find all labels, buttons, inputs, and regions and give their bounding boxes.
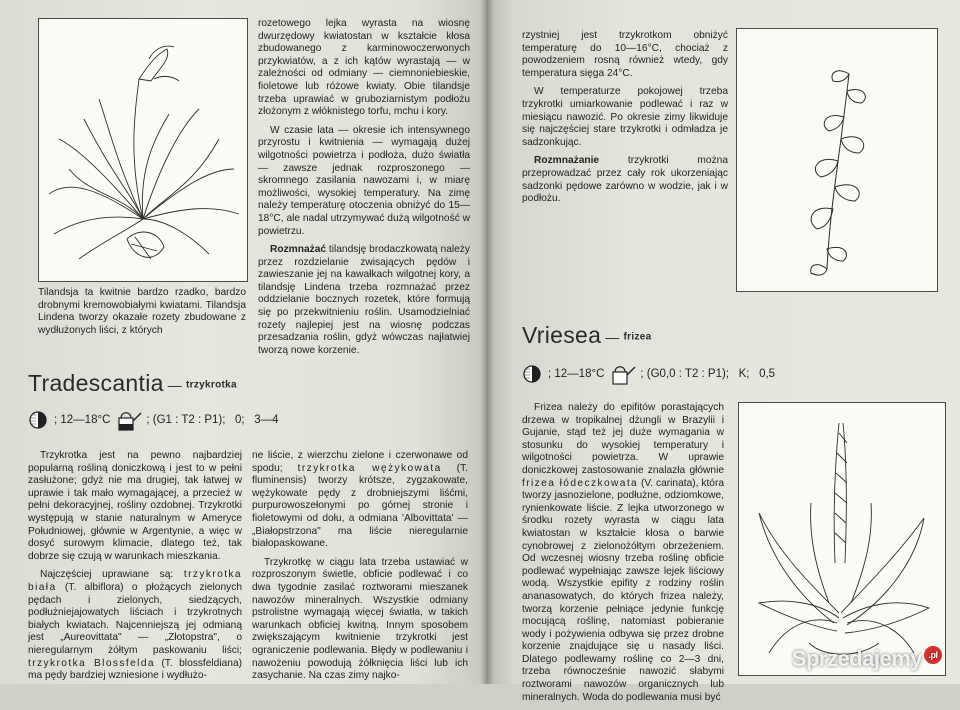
paragraph-text: (T. blossfeldiana) ma pędy bardziej wzniesione i wydłużo- xyxy=(28,657,242,682)
paragraph: Trzykrotka jest na pewno najbardziej popularną rośliną doniczkową i jest to w pełni zasłużone; gdyż nie ma drugiej, tak łatwej w uprawie i tak mało wymagającej, a przecież w pełni dekoracyjnej, rośliny ozdobnej. Trzykrotki występują w stanie naturalnym w Ameryce Południowej, głównie w Argentynie, a więc w dosyć surowym klimacie, dlatego też, tak dobrze się czują w warunkach mieszkania. xyxy=(28,450,242,562)
tradescantia-illustration xyxy=(736,28,938,292)
care-code: ; (G1 : T2 : P1); xyxy=(146,414,226,426)
paragraph xyxy=(28,569,242,682)
watermark-badge: .pl xyxy=(924,646,942,664)
care-k: 0; xyxy=(235,414,245,426)
tillandsia-illustration xyxy=(38,18,248,282)
half-shade-icon xyxy=(28,410,52,430)
watering-can-icon xyxy=(113,408,143,432)
paragraph: rozetowego lejka wyrasta na wiosnę dwurzędowy kwiatostan w kształcie kłosa zbudowanego z karminowoczerwonych przykwiatów, a z ich kątów wyrastają — w zależności od odmiany — ciemnoniebieskie, fioletowe lub różowe kwiaty. Obie tilandsje trzeba uprawiać w gruboziarnistym podłożu złożonym z włóknistego torfu, mchu i kory. xyxy=(258,18,470,118)
paragraph: W temperaturze pokojowej trzeba trzykrotki umiarkowanie podlewać i raz w miesiącu nawozić. Po okresie zimy likwiduje się najczęściej stare trzykrotki i odmładza je sadzonkując. xyxy=(522,86,728,148)
right-body-column xyxy=(522,402,724,710)
care-code: ; (G0,0 : T2 : P1); xyxy=(640,368,730,380)
care-symbols xyxy=(28,408,279,432)
species-name: frizea łódeczkowata xyxy=(522,477,639,489)
heading-title: Vriesea xyxy=(522,322,602,348)
species-name: trzykrotka Blossfelda xyxy=(28,657,155,669)
right-top-column xyxy=(522,30,728,212)
paragraph xyxy=(522,155,728,205)
figure-caption xyxy=(38,287,246,337)
vriesea-illustration xyxy=(738,402,946,676)
watermark xyxy=(792,646,942,672)
paragraph-text: (T. fluminensis) tworzy krótsze, zygzakowate, wężykowate pędy z drobniejszymi liśćmi, purpurowoszełonymi po górnej stronie i fioletowymi od dołu, a odmiana 'Albovittata' — „Białopstrzona" ma liście nieregularnie białopaskowane. xyxy=(252,462,468,550)
paragraph-text: tilandsję brodaczkowatą należy przez rozdzielanie zwisających pędów i zawieszanie jej na kawałkach wilgotnej kory, a tilandsję Lindena trzeba rozmnażać przez oddzielanie bocznych rozetek, które formują się po przekwitnieniu roślin. Usamodzielniać rozety najlepiej jest na wiosnę podczas przesadzania roślin, gdyż wówczas najłatwiej tworzą nowe korzenie. xyxy=(258,244,470,356)
species-name: trzykrotka wężykowata xyxy=(297,462,442,474)
care-symbols xyxy=(522,362,775,386)
temperature: ; 12—18°C xyxy=(548,368,605,380)
species-name: trzykrotka biała xyxy=(28,569,242,593)
book-gutter xyxy=(480,0,494,684)
bold-lead: Rozmnażać xyxy=(270,244,327,256)
paragraph-text: Najczęściej uprawiane są: xyxy=(40,569,184,581)
left-column-2 xyxy=(252,450,468,689)
paragraph xyxy=(252,450,468,551)
left-column-1 xyxy=(28,450,242,689)
bold-lead: Rozmnażanie xyxy=(534,155,600,167)
heading-dash: — xyxy=(167,376,183,393)
right-page xyxy=(486,0,960,703)
paragraph: W czasie lata — okresie ich intensywnego przyrostu i kwitnienia — wymagają dużej wilgotności powietrza i podłoża, dużo światła — zawsze jednak rozproszonego — skromnego zasilania nawozami i, w miarę możliwości, wysokiej temperatury. Na zimę należy temperaturę otoczenia obniżyć do 15—18°C, ale nadal utrzymywać dużą wilgotność w powietrzu. xyxy=(258,124,470,237)
left-page xyxy=(0,0,486,684)
paragraph-text: (T. albiflora) o płożących zielonych pędach i zielonych, siedzących, podłużniejajowatych liściach i trzykrotnych białych kwiatach. Najcenniejszą jej odmianą jest „Aureovittata" — „Złotopstra", o nieregularnym żółtym paskowaniu liści; xyxy=(28,581,242,656)
paragraph-text: trzykrotki można przeprowadzać przez cały rok ukorzeniając sadzonki pędowe zarówno w wodzie, jak i w podłożu. xyxy=(522,155,728,205)
half-shade-icon xyxy=(522,364,546,384)
tradescantia-drawing xyxy=(737,29,937,291)
section-heading-tradescantia xyxy=(28,370,237,397)
watermark-text: Sprzedajemy xyxy=(791,646,922,671)
paragraph-text: Frizea należy do epifitów porastających drzewa w tropikalnej dżungli w Brazylii i Gujanie, stąd też jej duże wymagania w stosunku do wysokiej temperatury i wilgotności powietrza. W uprawie doniczkowej zastosowanie znalazła głównie xyxy=(522,402,724,476)
caption-text: Tilandsja ta kwitnie bardzo rzadko, bardzo drobnymi kremowobiałymi kwiatami. Tilandsja Lindena tworzy okazałe rozety zbudowane z wydłużonych liści, z których xyxy=(38,287,246,336)
heading-dash: — xyxy=(605,328,620,345)
left-top-column xyxy=(258,18,470,363)
paragraph: Trzykrotkę w ciągu lata trzeba ustawiać w rozproszonym świetle, obficie podlewać i co dwa tygodnie zasilać roztworami mieszanek nawozów mineralnych. Wszystkie odmiany pstrolistne wymagają więcej światła, w takich warunkach obficiej kwitną. Innym sposobem zwiększającym kwitnienie trzykrotki jest ograniczenie podlewania. Błędy w podlewaniu i nawożeniu powodują żółknięcia liści lub ich zasychanie. Na czas zimy najko- xyxy=(252,556,468,682)
care-n: 3—4 xyxy=(254,414,279,426)
care-n: 0,5 xyxy=(759,368,776,380)
care-k: K; xyxy=(738,368,750,380)
vriesea-drawing xyxy=(739,403,945,675)
paragraph-text: ne liście, z wierzchu zielone i czerwonawe od spodu; xyxy=(252,450,468,474)
paragraph: rzystniej jest trzykrotkom obniżyć temperaturę do 10—16°C, chociaż z powodzeniem rosną również wtedy, gdy temperatura sięga 24°C. xyxy=(522,30,728,79)
paragraph xyxy=(522,402,724,704)
heading-title: Tradescantia xyxy=(28,370,164,396)
temperature: ; 12—18°C xyxy=(54,414,111,426)
section-heading-vriesea xyxy=(522,322,651,349)
paragraph xyxy=(258,244,470,357)
paragraph-text: (V. carinata), która tworzy jasnozielone, podłużne, odziomkowe, rynienkowate liście. Z lejka utworzonego w środku rozety wyrasta w ciągu lata kwiatostan w kształcie kłosa o barwie cynobrowej z zielonożółtym obrzeżeniem. Od wczesnej wiosny trzeba roślinę obficie podlewać wypełniając zawsze lejek liściowy wodą. Wszystkie epifity z rodziny roślin ananasowatych, do których frizea należy, tworzą korzenie pełniące jedynie funkcję mocującą roślinę, natomiast pobieranie wody i pożywienia odbywa się przez drobne korzenie znajdujące się u nasady liści. Dlatego podlewamy roślinę co 2—3 dni, trzeba równocześnie nawozić słabymi roztworami nawozów organicznych lub mineralnych. Woda do podlewania musi być xyxy=(522,477,725,703)
heading-common-name: frizea xyxy=(623,331,652,343)
heading-common-name: trzykrotka xyxy=(186,379,237,391)
watering-can-icon xyxy=(607,362,637,386)
tillandsia-drawing xyxy=(39,19,247,281)
